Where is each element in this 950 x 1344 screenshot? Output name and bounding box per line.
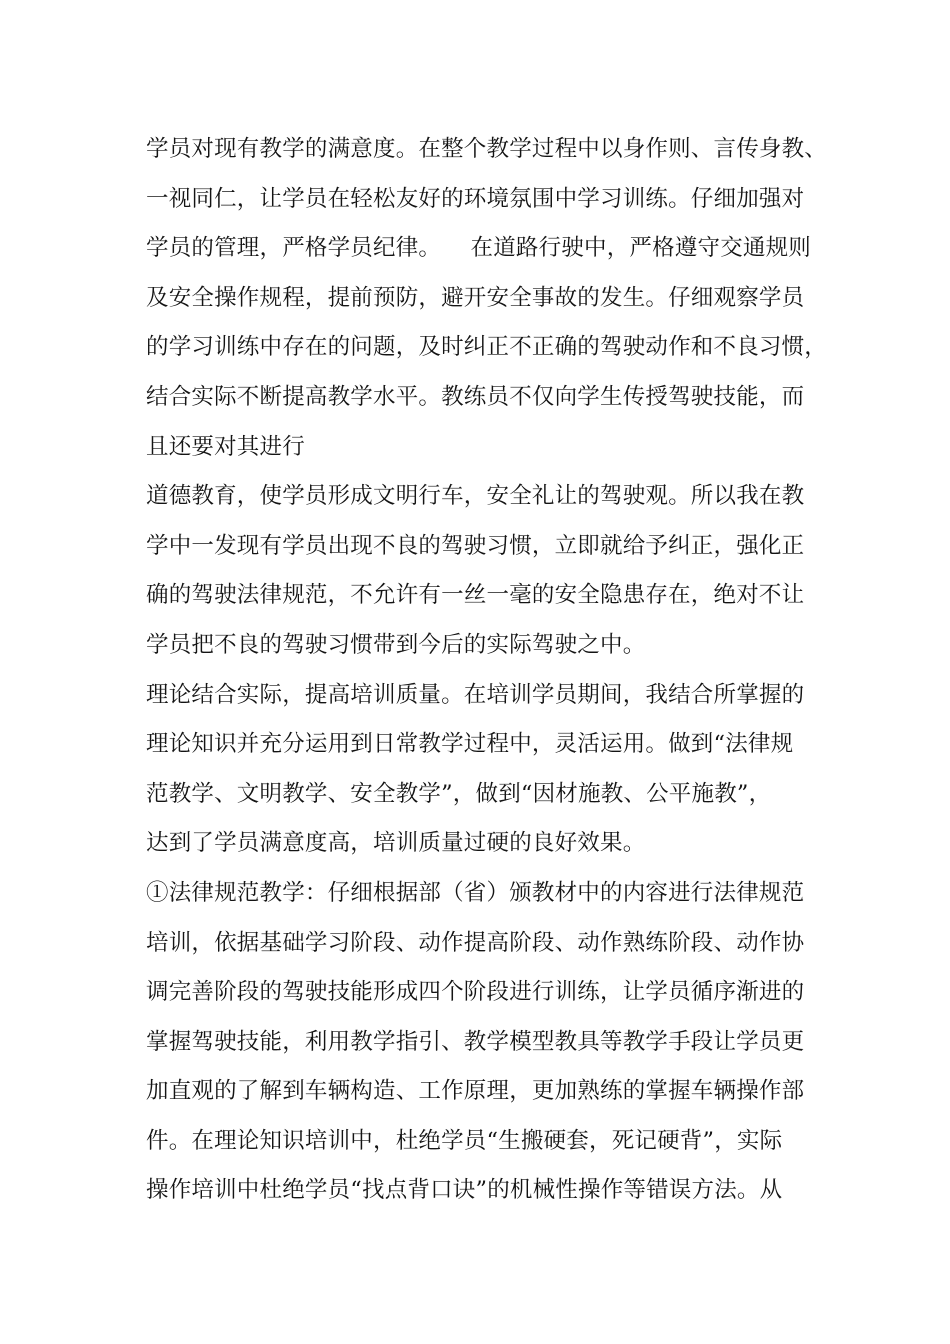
text-line: 掌握驾驶技能，利用教学指引、教学模型教具等教学手段让学员更	[146, 1028, 805, 1055]
text-line: 学员把不良的驾驶习惯带到今后的实际驾驶之中。	[146, 631, 646, 658]
text-line: 理论知识并充分运用到日常教学过程中，灵活运用。做到“法律规	[146, 731, 794, 758]
document-body	[146, 128, 826, 1219]
text-line: 学中一发现有学员出现不良的驾驶习惯，立即就给予纠正，强化正	[146, 532, 805, 559]
text-line: 理论结合实际，提高培训质量。在培训学员期间，我结合所掌握的	[146, 681, 805, 708]
text-line: 范教学、文明教学、安全教学”，做到“因材施教、公平施教”，	[146, 780, 772, 807]
text-line: 学员的管理，严格学员纪律。 在道路行驶中，严格遵守交通规则	[146, 235, 812, 262]
text-line: 及安全操作规程，提前预防，避开安全事故的发生。仔细观察学员	[146, 284, 805, 311]
text-line: 道德教育，使学员形成文明行车，安全礼让的驾驶观。所以我在教	[146, 483, 805, 510]
text-line: 且还要对其进行	[146, 433, 305, 460]
text-line: 操作培训中杜绝学员“找点背口诀”的机械性操作等错误方法。从	[146, 1177, 783, 1204]
text-line: ①法律规范教学：仔细根据部（省）颁教材中的内容进行法律规范	[146, 879, 805, 906]
text-line: 一视同仁，让学员在轻松友好的环境氛围中学习训练。仔细加强对	[146, 185, 805, 212]
text-line: 学员对现有教学的满意度。在整个教学过程中以身作则、言传身教、	[146, 136, 828, 162]
text-line: 结合实际不断提高教学水平。教练员不仅向学生传授驾驶技能，而	[146, 383, 805, 410]
text-line: 的学习训练中存在的问题，及时纠正不正确的驾驶动作和不良习惯，	[146, 334, 828, 361]
text-line: 确的驾驶法律规范，不允许有一丝一毫的安全隐患存在，绝对不让	[146, 582, 805, 609]
text-line: 件。在理论知识培训中，杜绝学员“生搬硬套，死记硬背”，实际	[146, 1127, 783, 1154]
text-line: 调完善阶段的驾驶技能形成四个阶段进行训练，让学员循序渐进的	[146, 979, 805, 1006]
text-line: 达到了学员满意度高，培训质量过硬的良好效果。	[146, 830, 646, 857]
text-line: 培训，依据基础学习阶段、动作提高阶段、动作熟练阶段、动作协	[146, 929, 805, 956]
text-line: 加直观的了解到车辆构造、工作原理，更加熟练的掌握车辆操作部	[146, 1078, 805, 1105]
